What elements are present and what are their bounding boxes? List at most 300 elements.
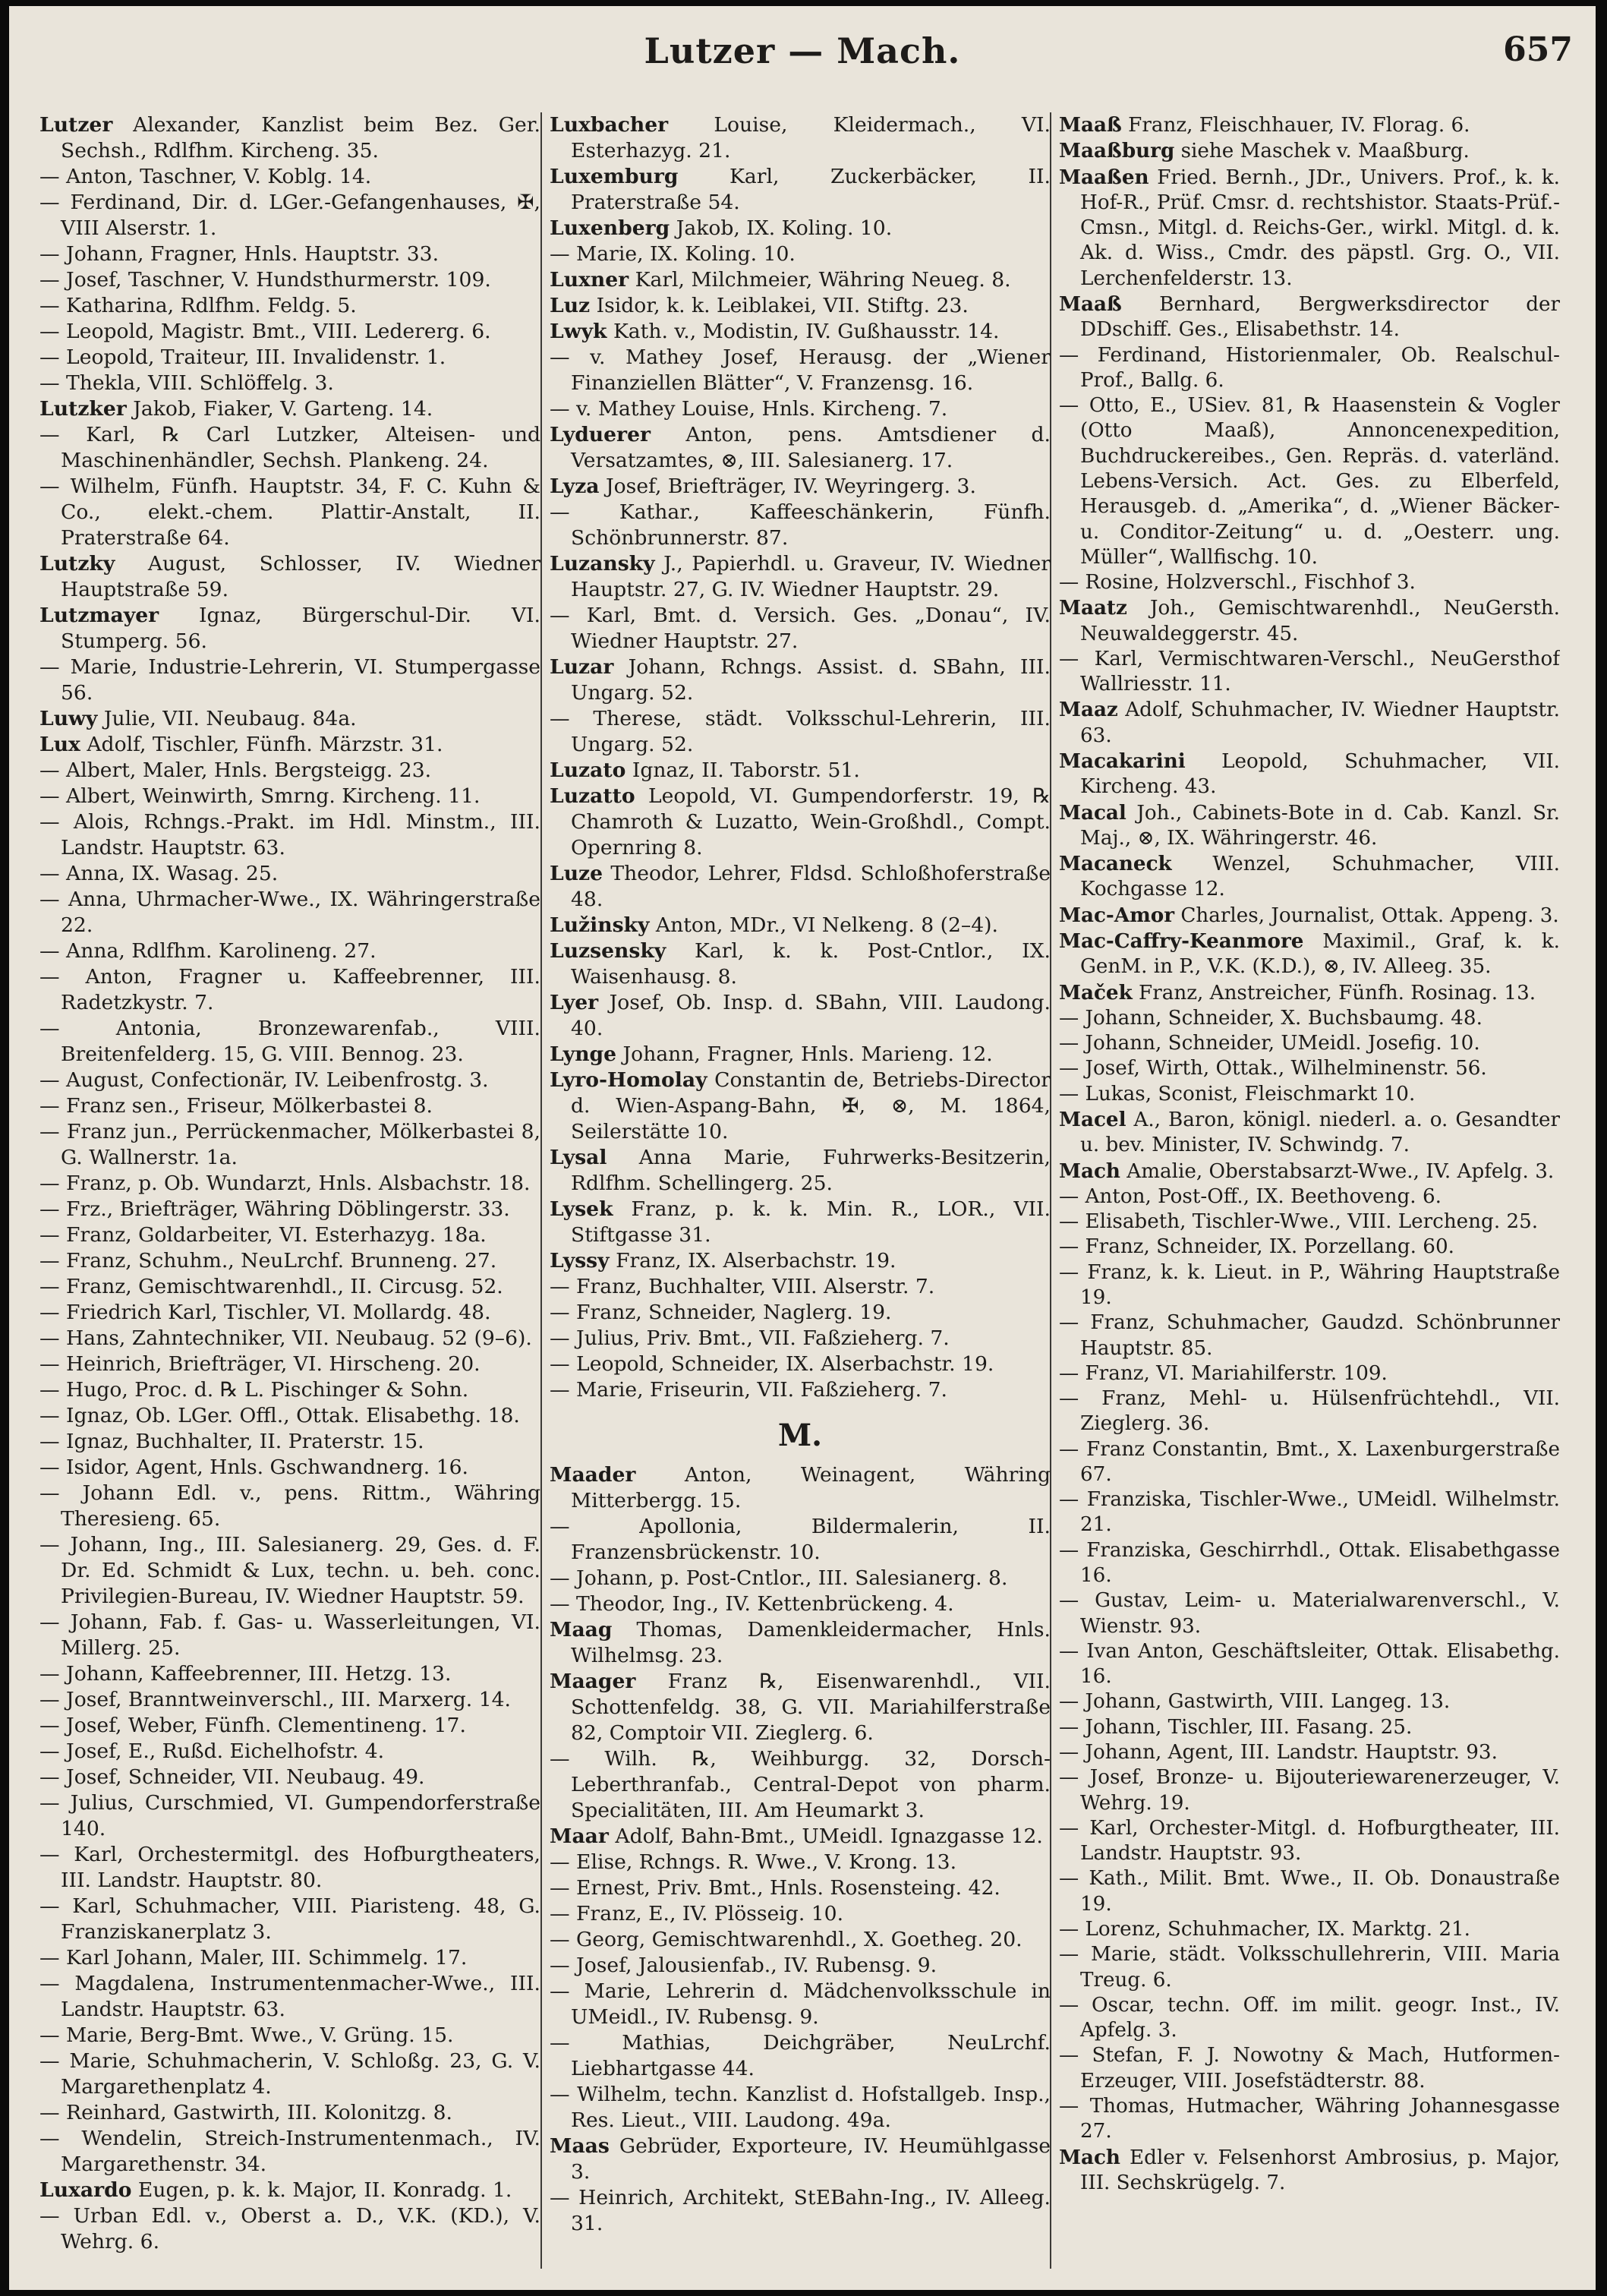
entry-text: Adolf, Bahn-Bmt., UMeidl. Ignazgasse 12.: [608, 1824, 1043, 1848]
entry-text: — Karl, Bmt. d. Versich. Ges. „Donau“, IV. Wiedner Hauptstr. 27.: [550, 604, 1051, 653]
entry-text: Kath. v., Modistin, IV. Gußhausstr. 14.: [607, 320, 1000, 343]
directory-entry: [39, 474, 540, 551]
entry-text: — Josef, Branntweinverschl., III. Marxerg. 14.: [39, 1688, 511, 1711]
directory-entry: [39, 2023, 540, 2048]
directory-page: [9, 6, 1596, 2290]
directory-entry: [39, 938, 540, 964]
entry-surname: Maaßen: [1059, 165, 1149, 189]
entry-text: Jakob, Fiaker, V. Garteng. 14.: [126, 397, 433, 421]
entry-text: Constantin de, Betriebs-Director d. Wien-Aspang-Bahn, ✠, ⊗, M. 1864, Seilerstätte 10.: [571, 1068, 1051, 1143]
directory-entry: [39, 1739, 540, 1765]
entry-text: — Marie, IX. Koling. 10.: [550, 242, 796, 266]
entry-surname: Maaß: [1059, 113, 1122, 137]
entry-text: — Leopold, Magistr. Bmt., VIII. Ledererg. 6.: [39, 320, 491, 343]
directory-entry: [1059, 292, 1560, 343]
entry-text: Adolf, Tischler, Fünfh. Märzstr. 31.: [80, 733, 443, 756]
entry-surname: Maaz: [1059, 698, 1118, 722]
directory-entry: [39, 2126, 540, 2178]
directory-entry: [550, 1377, 1051, 1403]
entry-text: — Josef, E., Rußd. Eichelhofstr. 4.: [39, 1739, 385, 1763]
entry-text: A., Baron, königl. niederl. a. o. Gesandter u. bev. Minister, IV. Schwindg. 7.: [1080, 1108, 1560, 1157]
directory-entry: [550, 913, 1051, 938]
entry-text: — Franz Constantin, Bmt., X. Laxenburgerstraße 67.: [1059, 1437, 1560, 1486]
entry-text: — Ignaz, Ob. LGer. Offl., Ottak. Elisabethg. 18.: [39, 1404, 520, 1427]
entry-surname: Maas: [550, 2134, 610, 2158]
entry-text: Julie, VII. Neubaug. 84a.: [97, 707, 357, 730]
directory-entry: [39, 1455, 540, 1481]
directory-entry: [1059, 343, 1560, 394]
entry-text: Edler v. Felsenhorst Ambrosius, p. Major, III. Sechskrügelg. 7.: [1080, 2146, 1560, 2194]
entry-text: Karl, k. k. Post-Cntlor., IX. Waisenhausg. 8.: [571, 939, 1051, 989]
directory-entry: [39, 1274, 540, 1300]
entry-text: — Thekla, VIII. Schlöffelg. 3.: [39, 371, 334, 395]
entry-text: Franz, Anstreicher, Fünfh. Rosinag. 13.: [1132, 981, 1536, 1004]
directory-entry: [39, 1326, 540, 1351]
directory-entry: [1059, 1689, 1560, 1714]
directory-entry: [39, 1377, 540, 1403]
directory-entry: [39, 293, 540, 319]
entry-surname: Lyduerer: [550, 423, 651, 446]
entry-surname: Luz: [550, 294, 591, 317]
directory-entry: [550, 500, 1051, 551]
directory-entry: [550, 267, 1051, 293]
entry-text: — Josef, Wirth, Ottak., Wilhelminenstr. 56.: [1059, 1057, 1487, 1080]
entry-surname: Luxemburg: [550, 165, 679, 188]
directory-entry: [550, 990, 1051, 1042]
directory-entry: [39, 2100, 540, 2126]
directory-entry: [39, 396, 540, 422]
entry-text: — Marie, Schuhmacherin, V. Schloßg. 23, G. V. Margarethenplatz 4.: [39, 2049, 540, 2099]
entry-text: Theodor, Lehrer, Fldsd. Schloßhoferstraße 48.: [571, 862, 1051, 911]
entry-text: — Marie, Lehrerin d. Mädchenvolksschule in UMeidl., IV. Rubensg. 9.: [550, 1979, 1051, 2029]
entry-text: — Heinrich, Briefträger, VI. Hirscheng. 20.: [39, 1352, 481, 1376]
entry-text: — Josef, Taschner, V. Hundsthurmerstr. 109.: [39, 268, 491, 292]
entry-text: — v. Mathey Louise, Hnls. Kircheng. 7.: [550, 397, 948, 421]
entry-text: — Anton, Post-Off., IX. Beethoveng. 6.: [1059, 1184, 1442, 1208]
entry-surname: Maaßburg: [1059, 139, 1175, 163]
entry-text: — Johann, Kaffeebrenner, III. Hetzg. 13.: [39, 1662, 452, 1686]
directory-entry: [1059, 1159, 1560, 1184]
directory-entry: [550, 345, 1051, 396]
directory-entry: [39, 1532, 540, 1610]
entry-text: — Katharina, Rdlfhm. Feldg. 5.: [39, 294, 357, 317]
directory-entry: [550, 706, 1051, 758]
entry-text: Leopold, VI. Gumpendorferstr. 19, ℞ Chamroth & Luzatto, Wein-Großhdl., Compt. Opernring 8.: [571, 784, 1051, 859]
entry-surname: Mac-Amor: [1059, 903, 1175, 927]
directory-entry: [39, 1093, 540, 1119]
directory-entry: [1059, 1765, 1560, 1816]
entry-text: — Marie, städt. Volksschullehrerin, VIII. Maria Treug. 6.: [1059, 1943, 1560, 1992]
directory-entry: [550, 1953, 1051, 1979]
entry-text: Charles, Journalist, Ottak. Appeng. 3.: [1174, 904, 1559, 927]
entry-text: — Anna, IX. Wasag. 25.: [39, 862, 279, 885]
directory-entry: [550, 1514, 1051, 1566]
directory-entry: [550, 319, 1051, 345]
entry-text: Ignaz, II. Taborstr. 51.: [625, 758, 860, 782]
entry-text: — Kathar., Kaffeeschänkerin, Fünfh. Schönbrunnerstr. 87.: [550, 500, 1051, 550]
directory-entry: [39, 1068, 540, 1093]
entry-surname: Luzato: [550, 758, 626, 782]
entry-text: — Lukas, Sconist, Fleischmarkt 10.: [1059, 1082, 1416, 1105]
entry-text: — Elise, Rchngs. R. Wwe., V. Krong. 13.: [550, 1850, 957, 1874]
directory-entry: [39, 887, 540, 938]
directory-entry: [1059, 2043, 1560, 2094]
directory-entry: [1059, 1386, 1560, 1437]
directory-entry: [550, 474, 1051, 500]
directory-entry: [1059, 1917, 1560, 1942]
directory-entry: [550, 1875, 1051, 1901]
entry-text: — Wilh. ℞, Weihburgg. 32, Dorsch-Leberthranfab., Central-Depot von pharm. Specialitäten, III. Am Heumarkt 3.: [550, 1747, 1051, 1822]
entry-text: — Johann, Agent, III. Landstr. Hauptstr. 93.: [1059, 1741, 1498, 1764]
entry-text: — Karl, Vermischtwaren-Verschl., NeuGersthof Wallriesstr. 11.: [1059, 647, 1560, 696]
directory-entry: [550, 1566, 1051, 1591]
directory-entry: [39, 1687, 540, 1713]
directory-entry: [550, 1850, 1051, 1875]
directory-entry: [1059, 1184, 1560, 1210]
directory-entry: [550, 1300, 1051, 1326]
entry-text: August, Schlosser, IV. Wiedner Hauptstraße 59.: [61, 552, 540, 601]
entry-text: — Karl, Schuhmacher, VIII. Piaristeng. 48, G. Franziskanerplatz 3.: [39, 1894, 540, 1944]
entry-surname: Lysal: [550, 1146, 607, 1169]
directory-entry: [39, 1842, 540, 1894]
directory-entry: [39, 758, 540, 784]
entry-text: — Anton, Fragner u. Kaffeebrenner, III. Radetzkystr. 7.: [39, 965, 540, 1014]
entry-text: — Karl, ℞ Carl Lutzker, Alteisen- und Maschinenhändler, Sechsh. Plankeng. 24.: [39, 423, 540, 472]
entry-surname: Mach: [1059, 1159, 1120, 1183]
directory-entry: [1059, 800, 1560, 852]
entry-text: Karl, Zuckerbäcker, II. Praterstraße 54.: [571, 165, 1051, 214]
entry-text: Thomas, Damenkleidermacher, Hnls. Wilhelmsg. 23.: [571, 1618, 1051, 1667]
entry-surname: Lutzker: [39, 397, 127, 421]
directory-entry: [550, 1591, 1051, 1617]
entry-text: — Josef, Jalousienfab., IV. Rubensg. 9.: [550, 1954, 937, 1977]
directory-column-2: [550, 112, 1051, 2269]
entry-text: Alexander, Kanzlist beim Bez. Ger. Sechsh., Rdlfhm. Kircheng. 35.: [61, 113, 540, 162]
entry-text: — Josef, Weber, Fünfh. Clementineng. 17.: [39, 1714, 466, 1737]
entry-text: Louise, Kleidermach., VI. Esterhazyg. 21.: [571, 113, 1051, 162]
entry-text: — Ferdinand, Dir. d. LGer.-Gefangenhauses, ✠, VIII Alserstr. 1.: [39, 191, 540, 240]
directory-entry: [39, 1713, 540, 1739]
directory-entry: [39, 1429, 540, 1455]
entry-text: Anton, MDr., VI Nelkeng. 8 (2–4).: [649, 913, 998, 937]
directory-entry: [1059, 2094, 1560, 2145]
directory-entry: [39, 1894, 540, 1945]
directory-entry: [550, 1927, 1051, 1953]
entry-text: — Wendelin, Streich-Instrumentenmach., IV. Margarethenstr. 34.: [39, 2127, 540, 2176]
directory-entry: [550, 2030, 1051, 2082]
directory-entry: [1059, 980, 1560, 1006]
entry-text: — Ferdinand, Historienmaler, Ob. Realschul-Prof., Ballg. 6.: [1059, 343, 1560, 392]
directory-entry: [550, 216, 1051, 241]
entry-surname: Lutzmayer: [39, 604, 159, 627]
entry-surname: Luze: [550, 862, 603, 885]
entry-surname: Maader: [550, 1463, 636, 1487]
entry-text: — Johann, Schneider, UMeidl. Josefig. 10.: [1059, 1032, 1480, 1055]
directory-entry: [550, 241, 1051, 267]
entry-text: — Albert, Maler, Hnls. Bergsteigg. 23.: [39, 758, 432, 782]
entry-text: — Isidor, Agent, Hnls. Gschwandnerg. 16.: [39, 1456, 468, 1479]
entry-text: — Franz, Schuhm., NeuLrchf. Brunneng. 27.: [39, 1249, 497, 1273]
entry-text: Fried. Bernh., JDr., Univers. Prof., k. k. Hof-R., Prüf. Cmsr. d. rechtshistor. Staats-Prüf.-Cmsn., Mitgl. d. Reichs-Ger., wirkl. Mitgl. d. k. Ak. d. Wiss., Cmdr. des päpstl. Grg. O., VII. Lerchenfelderstr. 13.: [1080, 166, 1560, 290]
entry-surname: Luxbacher: [550, 113, 669, 137]
directory-entry: [39, 422, 540, 474]
entry-text: Gebrüder, Exporteure, IV. Heumühlgasse 3.: [571, 2134, 1051, 2184]
entry-text: — Heinrich, Architekt, StEBahn-Ing., IV. Alleeg. 31.: [550, 2186, 1051, 2235]
directory-entry: [550, 1669, 1051, 1746]
entry-text: — Anna, Uhrmacher-Wwe., IX. Währingerstraße 22.: [39, 888, 540, 937]
entry-text: — Georg, Gemischtwarenhdl., X. Goetheg. 20.: [550, 1928, 1022, 1951]
entry-text: — Franz, k. k. Lieut. in P., Währing Hauptstraße 19.: [1059, 1260, 1560, 1309]
directory-entry: [1059, 595, 1560, 647]
entry-text: — Hugo, Proc. d. ℞ L. Pischinger & Sohn.: [39, 1378, 469, 1402]
directory-entry: [39, 1171, 540, 1197]
directory-entry: [1059, 903, 1560, 929]
directory-entry: [39, 241, 540, 267]
entry-text: — Karl, Orchester-Mitgl. d. Hofburgtheater, III. Landstr. Hauptstr. 93.: [1059, 1816, 1560, 1866]
directory-entry: [39, 1790, 540, 1842]
entry-surname: Mac-Caffry-Keanmore: [1059, 929, 1304, 953]
directory-entry: [39, 1945, 540, 1971]
entry-text: — Johann, Fragner, Hnls. Hauptstr. 33.: [39, 242, 440, 266]
directory-entry: [550, 1901, 1051, 1927]
entry-text: — Therese, städt. Volksschul-Lehrerin, III. Ungarg. 52.: [550, 707, 1051, 756]
column-divider: [540, 112, 542, 2269]
entry-text: — Franz, VI. Mariahilferstr. 109.: [1059, 1361, 1388, 1385]
entry-surname: Maar: [550, 1824, 609, 1848]
directory-entry: [1059, 1816, 1560, 1867]
directory-entry: [1059, 1310, 1560, 1361]
directory-entry: [1059, 1361, 1560, 1386]
entry-surname: Lysek: [550, 1197, 613, 1221]
directory-entry: [1059, 1437, 1560, 1488]
directory-entry: [1059, 1107, 1560, 1159]
directory-entry: [39, 164, 540, 190]
directory-entry: [1059, 1487, 1560, 1538]
entry-text: Maximil., Graf, k. k. GenM. in P., V.K. (K.D.), ⊗, IV. Alleeg. 35.: [1080, 930, 1560, 979]
entry-surname: Luzar: [550, 655, 614, 679]
directory-entry: [39, 1610, 540, 1661]
directory-entry: [39, 784, 540, 809]
directory-entry: [1059, 138, 1560, 164]
entry-surname: Macaneck: [1059, 852, 1172, 876]
entry-text: — Hans, Zahntechniker, VII. Neubaug. 52 (9–6).: [39, 1326, 532, 1350]
entry-text: Josef, Ob. Insp. d. SBahn, VIII. Laudong. 40.: [571, 991, 1051, 1040]
directory-entry: [39, 1765, 540, 1790]
directory-entry: [39, 551, 540, 603]
directory-entry: [1059, 851, 1560, 903]
entry-text: — Josef, Bronze- u. Bijouteriewarenerzeuger, V. Wehrg. 19.: [1059, 1766, 1560, 1815]
directory-entry: [39, 861, 540, 887]
entry-text: Johann, Fragner, Hnls. Marieng. 12.: [616, 1042, 993, 1066]
entry-text: — August, Confectionär, IV. Leibenfrostg. 3.: [39, 1068, 489, 1092]
entry-surname: Maaß: [1059, 292, 1122, 316]
directory-entry: [1059, 1031, 1560, 1056]
entry-text: — Lorenz, Schuhmacher, IX. Marktg. 21.: [1059, 1917, 1470, 1941]
directory-entry: [550, 164, 1051, 216]
directory-entry: [1059, 1260, 1560, 1311]
entry-surname: Maček: [1059, 980, 1133, 1004]
entry-text: — Ivan Anton, Geschäftsleiter, Ottak. Elisabethg. 16.: [1059, 1639, 1560, 1689]
entry-text: — Johann, Gastwirth, VIII. Langeg. 13.: [1059, 1690, 1451, 1714]
directory-entry: [550, 784, 1051, 861]
directory-entry: [1059, 1942, 1560, 1993]
entry-text: — Franz, Gemischtwarenhdl., II. Circusg. 52.: [39, 1275, 503, 1298]
directory-entry: [39, 1300, 540, 1326]
entry-text: — Johann, Schneider, X. Buchsbaumg. 48.: [1059, 1006, 1483, 1030]
directory-entry: [550, 758, 1051, 784]
directory-entry: [1059, 165, 1560, 292]
directory-entry: [39, 1197, 540, 1222]
directory-entry: [550, 551, 1051, 603]
directory-entry: [550, 293, 1051, 319]
entry-text: Anton, Weinagent, Währing Mitterbergg. 15.: [571, 1463, 1051, 1512]
entry-text: — Johann, Fab. f. Gas- u. Wasserleitungen, VI. Millerg. 25.: [39, 1610, 540, 1660]
entry-text: — Wilhelm, Fünfh. Hauptstr. 34, F. C. Kuhn & Co., elekt.-chem. Plattir-Anstalt, II. Praterstraße 64.: [39, 475, 540, 550]
directory-entry: [39, 1222, 540, 1248]
entry-text: Ignaz, Bürgerschul-Dir. VI. Stumperg. 56.: [61, 604, 540, 653]
directory-entry: [39, 1248, 540, 1274]
running-head: Lutzer — Mach.: [644, 30, 961, 71]
entry-surname: Lyssy: [550, 1249, 610, 1273]
entry-text: Adolf, Schuhmacher, IV. Wiedner Hauptstr. 63.: [1080, 699, 1560, 747]
entry-text: — Franziska, Geschirrhdl., Ottak. Elisabethgasse 16.: [1059, 1538, 1560, 1588]
entry-text: Jakob, IX. Koling. 10.: [670, 216, 893, 240]
directory-entry: [550, 938, 1051, 990]
entry-surname: Luzatto: [550, 784, 635, 808]
directory-entry: [39, 112, 540, 164]
directory-entry: [550, 1617, 1051, 1669]
entry-surname: Luxenberg: [550, 216, 670, 240]
entry-text: Franz ℞, Eisenwarenhdl., VII. Schottenfeldg. 38, G. VII. Mariahilferstraße 82, Comptoir VII. Zieglerg. 6.: [571, 1670, 1051, 1745]
directory-entry: [39, 1016, 540, 1068]
entry-text: — Otto, E., USiev. 81, ℞ Haasenstein & Vogler (Otto Maaß), Annoncenexpedition, Buchdruckereibes., Gen. Repräs. d. vaterländ. Lebens-Versich. Act. Ges. zu Elberfeld, Herausgeb. d. „Amerika“, d. „Wiener Bäcker- u. Conditor-Zeitung“ u. d. „Oesterr. ung. Müller“, Wallfischg. 10.: [1059, 394, 1560, 569]
directory-entry: [1059, 1715, 1560, 1740]
directory-entry: [550, 1068, 1051, 1145]
directory-entry: [550, 422, 1051, 474]
entry-text: — Frz., Briefträger, Währing Döblingerstr. 33.: [39, 1197, 510, 1221]
entry-text: — Franz, Schneider, IX. Porzellang. 60.: [1059, 1235, 1454, 1259]
entry-text: siehe Maschek v. Maaßburg.: [1174, 140, 1470, 163]
entry-text: Joh., Gemischtwarenhdl., NeuGersth. Neuwaldeggerstr. 45.: [1080, 597, 1560, 645]
entry-text: — Johann, Tischler, III. Fasang. 25.: [1059, 1715, 1413, 1739]
entry-surname: Lutzky: [39, 552, 115, 576]
directory-entry: [1059, 1538, 1560, 1589]
directory-entry: [39, 809, 540, 861]
entry-surname: Lyro-Homolay: [550, 1068, 707, 1092]
directory-entry: [1059, 2145, 1560, 2197]
entry-text: — Urban Edl. v., Oberst a. D., V.K. (KD.), V. Wehrg. 6.: [39, 2204, 540, 2253]
entry-text: Leopold, Schuhmacher, VII. Kircheng. 43.: [1080, 750, 1560, 799]
directory-entry: [39, 1971, 540, 2023]
entry-text: — Ernest, Priv. Bmt., Hnls. Rosensteing. 42.: [550, 1876, 1000, 1900]
entry-text: — Leopold, Schneider, IX. Alserbachstr. 19.: [550, 1352, 994, 1376]
entry-surname: Lužinsky: [550, 913, 650, 937]
entry-surname: Lyza: [550, 475, 600, 498]
entry-text: — Julius, Priv. Bmt., VII. Faßzieherg. 7.: [550, 1326, 950, 1350]
directory-entry: [39, 1351, 540, 1377]
entry-text: — Franz, Goldarbeiter, VI. Esterhazyg. 18a.: [39, 1223, 487, 1247]
entry-surname: Luxner: [550, 268, 629, 292]
directory-entry: [1059, 929, 1560, 980]
entry-text: — Josef, Schneider, VII. Neubaug. 49.: [39, 1765, 425, 1789]
entry-text: — Oscar, techn. Off. im milit. geogr. Inst., IV. Apfelg. 3.: [1059, 1993, 1560, 2042]
entry-text: Wenzel, Schuhmacher, VIII. Kochgasse 12.: [1080, 853, 1560, 901]
directory-entry: [1059, 1993, 1560, 2044]
entry-text: — Franz, Schuhmacher, Gaudzd. Schönbrunner Hauptstr. 85.: [1059, 1311, 1560, 1360]
directory-entry: [39, 371, 540, 396]
directory-column-1: [39, 112, 540, 2269]
entry-text: Anton, pens. Amtsdiener d. Versatzamtes, ⊗, III. Salesianerg. 17.: [571, 423, 1051, 472]
entry-text: Eugen, p. k. k. Major, II. Konradg. 1.: [131, 2178, 512, 2202]
directory-entry: [39, 2178, 540, 2203]
entry-surname: Lyer: [550, 991, 599, 1014]
directory-entry: [39, 706, 540, 732]
entry-text: — Reinhard, Gastwirth, III. Kolonitzg. 8.: [39, 2101, 452, 2124]
entry-text: — Gustav, Leim- u. Materialwarenverschl., V. Wienstr. 93.: [1059, 1589, 1560, 1638]
entry-surname: Mach: [1059, 2145, 1120, 2169]
entry-text: — Franziska, Tischler-Wwe., UMeidl. Wilhelmstr. 21.: [1059, 1488, 1560, 1537]
directory-entry: [550, 1462, 1051, 1514]
directory-entry: [39, 1403, 540, 1429]
directory-entry: [39, 2203, 540, 2255]
entry-text: Johann, Rchngs. Assist. d. SBahn, III. Ungarg. 52.: [571, 655, 1051, 705]
entry-surname: Macakarini: [1059, 749, 1186, 774]
directory-entry: [550, 1248, 1051, 1274]
directory-entry: [550, 861, 1051, 913]
directory-entry: [1059, 1866, 1560, 1917]
entry-text: — Marie, Friseurin, VII. Faßzieherg. 7.: [550, 1378, 947, 1402]
directory-entry: [1059, 1006, 1560, 1031]
directory-entry: [39, 345, 540, 371]
entry-text: Amalie, Oberstabsarzt-Wwe., IV. Apfelg. 3.: [1120, 1159, 1555, 1183]
entry-text: — Theodor, Ing., IV. Kettenbrückeng. 4.: [550, 1592, 954, 1616]
entry-text: — Anton, Taschner, V. Koblg. 14.: [39, 165, 372, 188]
entry-text: — Johann, p. Post-Cntlor., III. Salesianerg. 8.: [550, 1566, 1008, 1590]
entry-text: — Wilhelm, techn. Kanzlist d. Hofstallgeb. Insp., Res. Lieut., VIII. Laudong. 49a.: [550, 2083, 1051, 2132]
entry-text: Franz, IX. Alserbachstr. 19.: [609, 1249, 896, 1273]
directory-entry: [39, 267, 540, 293]
entry-text: — Friedrich Karl, Tischler, VI. Mollardg. 48.: [39, 1301, 491, 1324]
entry-text: — Albert, Weinwirth, Smrng. Kircheng. 11.: [39, 784, 481, 808]
entry-text: Anna Marie, Fuhrwerks-Besitzerin, Rdlfhm. Schellingerg. 25.: [571, 1146, 1051, 1195]
entry-text: Josef, Briefträger, IV. Weyringerg. 3.: [599, 475, 976, 498]
entry-text: — Mathias, Deichgräber, NeuLrchf. Liebhartgasse 44.: [550, 2031, 1051, 2080]
entry-surname: Maager: [550, 1670, 636, 1693]
directory-entry: [39, 603, 540, 654]
entry-text: — Karl Johann, Maler, III. Schimmelg. 17.: [39, 1946, 468, 1970]
directory-entry: [550, 2134, 1051, 2185]
entry-surname: Luzsensky: [550, 939, 666, 963]
entry-text: — Marie, Industrie-Lehrerin, VI. Stumpergasse 56.: [39, 655, 540, 705]
entry-text: — Antonia, Bronzewarenfab., VIII. Breitenfelderg. 15, G. VIII. Bennog. 23.: [39, 1017, 540, 1066]
directory-entry: [550, 1824, 1051, 1850]
directory-entry: [1059, 749, 1560, 800]
entry-surname: Maatz: [1059, 596, 1127, 620]
entry-text: — Apollonia, Bildermalerin, II. Franzensbrückenstr. 10.: [550, 1515, 1051, 1564]
directory-entry: [550, 1274, 1051, 1300]
entry-text: — Franz, Mehl- u. Hülsenfrüchtehdl., VII. Zieglerg. 36.: [1059, 1387, 1560, 1436]
directory-entry: [39, 1661, 540, 1687]
directory-entry: [1059, 647, 1560, 698]
directory-entry: [1059, 1235, 1560, 1260]
entry-text: — Alois, Rchngs.-Prakt. im Hdl. Minstm., III. Landstr. Hauptstr. 63.: [39, 810, 540, 859]
entry-text: — Franz, E., IV. Plösseig. 10.: [550, 1902, 844, 1925]
directory-entry: [1059, 697, 1560, 749]
directory-entry: [550, 654, 1051, 706]
entry-text: — Leopold, Traiteur, III. Invalidenstr. 1.: [39, 345, 446, 369]
page-header: [9, 30, 1596, 76]
entry-text: — Stefan, F. J. Nowotny & Mach, Hutformen-Erzeuger, VIII. Josefstädterstr. 88.: [1059, 2044, 1560, 2093]
